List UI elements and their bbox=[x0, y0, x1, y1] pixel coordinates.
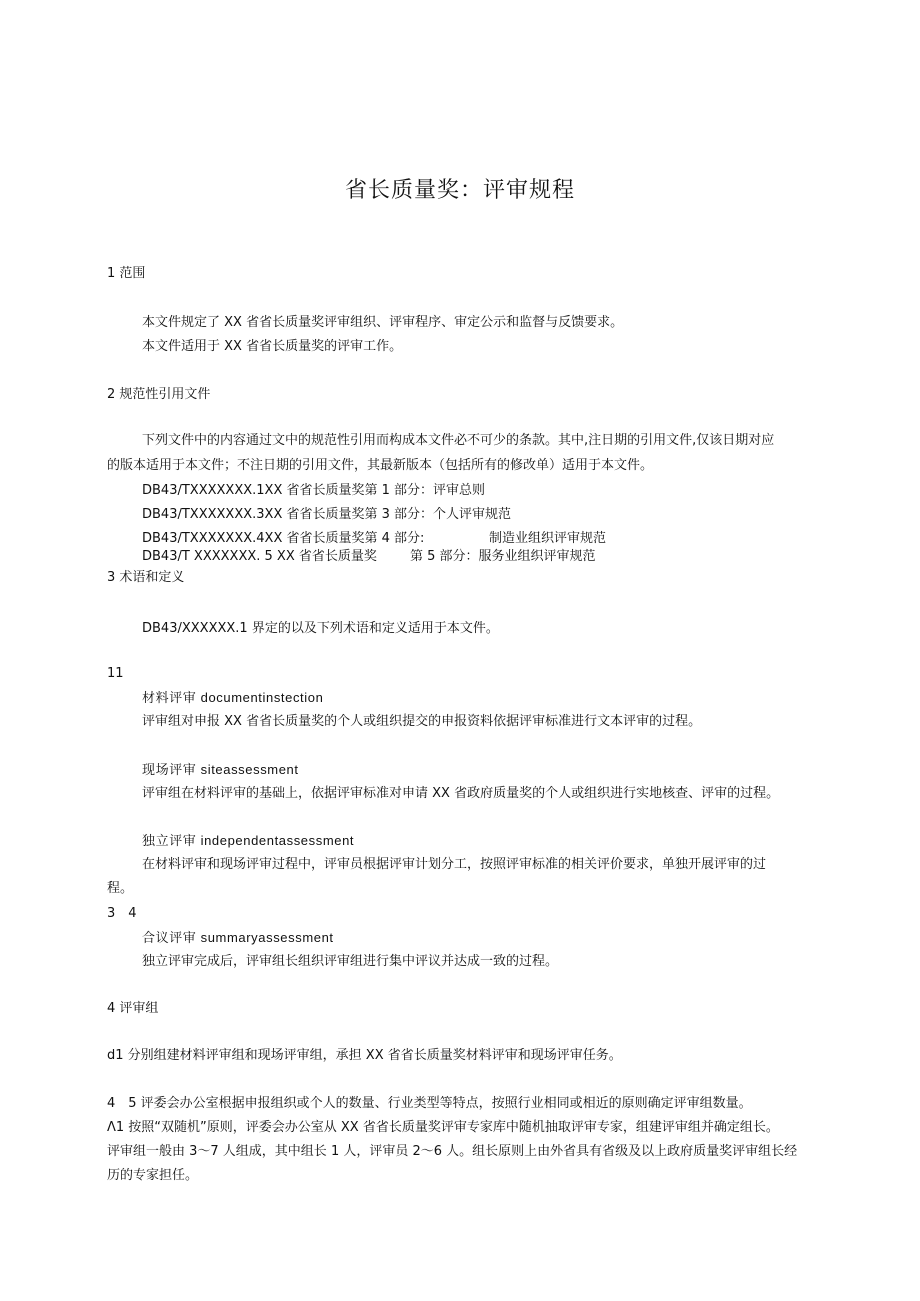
reference-2: DB43/TXXXXXXX.3XX 省省长质量奖第 3 部分：个人评审规范 bbox=[142, 507, 512, 522]
section-2-paragraph-line-1: 下列文件中的内容通过文中的规范性引用而构成本文件必不可少的条款。其中,注日期的引用文件,仅该日期对应 bbox=[142, 433, 775, 448]
section-4-clause-41-line-2: 评审组一般由 3～7 人组成，其中组长 1 人，评审员 2～6 人。组长原则上由外省具有省级及以上政府质量奖评审组长经 bbox=[107, 1144, 798, 1159]
section-4-clause-45: 4 5 评委会办公室根据申报组织或个人的数量、行业类型等特点，按照行业相同或相近的原则确定评审组数量。 bbox=[107, 1096, 752, 1111]
reference-3-title: 制造业组织评审规范 bbox=[489, 531, 607, 546]
clause-number-34: 3 4 bbox=[107, 906, 137, 921]
section-1-paragraph-1: 本文件规定了 XX 省省长质量奖评审组织、评审程序、审定公示和监督与反馈要求。 bbox=[142, 315, 624, 330]
reference-1: DB43/TXXXXXXX.1XX 省省长质量奖第 1 部分：评审总则 bbox=[142, 483, 486, 498]
section-2-heading: 2 规范性引用文件 bbox=[107, 387, 211, 402]
term-3-definition-line-1: 在材料评审和现场评审过程中，评审员根据评审计划分工，按照评审标准的相关评价要求，单独开展评审的过 bbox=[142, 857, 767, 872]
term-3-definition-line-2: 程。 bbox=[107, 881, 134, 896]
reference-4-title: 第 5 部分：服务业组织评审规范 bbox=[410, 549, 596, 564]
term-3-name: 独立评审 independentassessment bbox=[142, 833, 355, 848]
term-2-name: 现场评审 siteassessment bbox=[142, 762, 299, 777]
section-3-heading: 3 术语和定义 bbox=[107, 570, 185, 585]
section-4-clause-d1: d1 分别组建材料评审组和现场评审组，承担 XX 省省长质量奖材料评审和现场评审任务。 bbox=[107, 1048, 622, 1063]
section-3-paragraph: DB43/XXXXXX.1 界定的以及下列术语和定义适用于本文件。 bbox=[142, 621, 499, 636]
document-title: 省长质量奖：评审规程 bbox=[344, 178, 575, 203]
term-4-definition: 独立评审完成后，评审组长组织评审组进行集中评议并达成一致的过程。 bbox=[142, 954, 559, 969]
section-4-clause-41-line-1: Λ1 按照“双随机”原则，评委会办公室从 XX 省省长质量奖评审专家库中随机抽取评审专家，组建评审组并确定组长。 bbox=[107, 1120, 779, 1135]
section-4-clause-41-line-3: 历的专家担任。 bbox=[107, 1168, 199, 1183]
term-1-definition: 评审组对申报 XX 省省长质量奖的个人或组织提交的申报资料依据评审标准进行文本评审的过程。 bbox=[142, 714, 702, 729]
reference-3: DB43/TXXXXXXX.4XX 省省长质量奖第 4 部分: bbox=[142, 531, 425, 546]
term-4-name: 合议评审 summaryassessment bbox=[142, 930, 334, 945]
section-2-paragraph-line-2: 的版本适用于本文件；不注日期的引用文件，其最新版本（包括所有的修改单）适用于本文件。 bbox=[107, 458, 654, 473]
term-2-definition: 评审组在材料评审的基础上，依据评审标准对申请 XX 省政府质量奖的个人或组织进行实地核查、评审的过程。 bbox=[142, 786, 780, 801]
section-4-heading: 4 评审组 bbox=[107, 1001, 159, 1016]
term-1-name: 材料评审 documentinstection bbox=[142, 690, 324, 705]
section-1-heading: 1 范围 bbox=[107, 266, 146, 281]
section-1-paragraph-2: 本文件适用于 XX 省省长质量奖的评审工作。 bbox=[142, 339, 403, 354]
clause-number-11: 11 bbox=[107, 666, 124, 681]
reference-4: DB43/T XXXXXXX. 5 XX 省省长质量奖 bbox=[142, 549, 377, 564]
